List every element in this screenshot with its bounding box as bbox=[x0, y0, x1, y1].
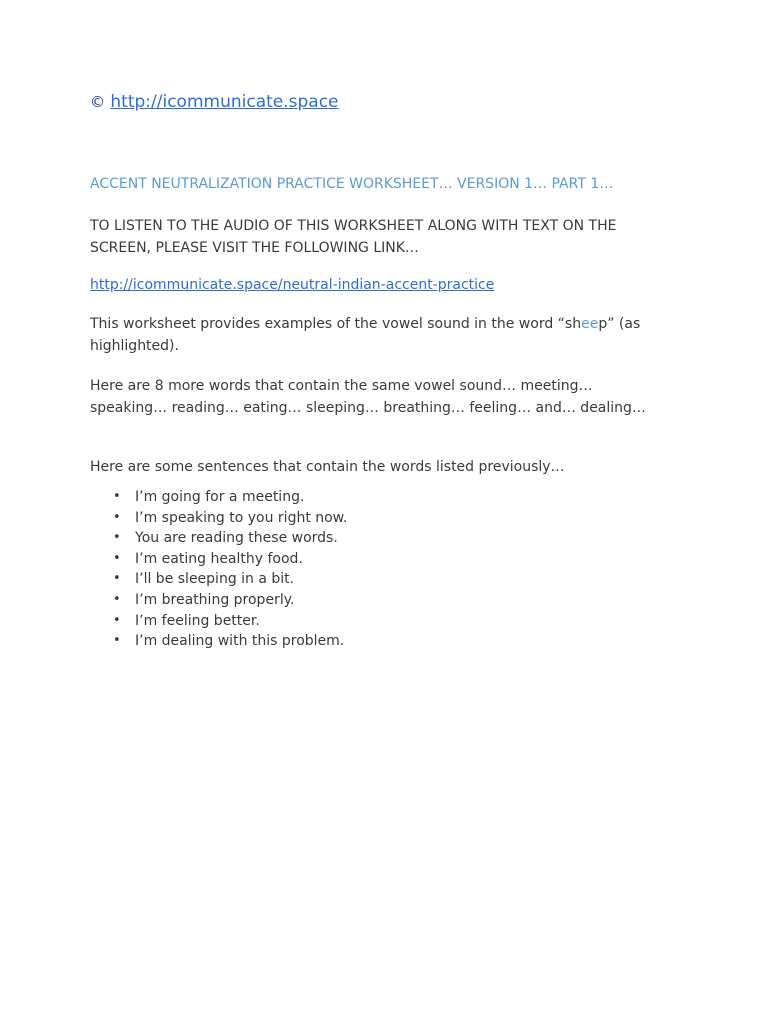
site-link[interactable]: http://icommunicate.space bbox=[110, 92, 339, 112]
sentence-text: You are reading these words. bbox=[135, 530, 338, 547]
sentence-text: I’m speaking to you right now. bbox=[135, 509, 348, 526]
list-item bbox=[113, 611, 347, 632]
list-item bbox=[113, 528, 347, 549]
intro-text: TO LISTEN TO THE AUDIO OF THIS WORKSHEET ALONG WITH TEXT ON THE SCREEN, PLEASE VISIT THE FOLLOWING LINK… bbox=[90, 218, 617, 256]
vowel-description-start: This worksheet provides examples of the vowel sound in the word “sh bbox=[90, 316, 582, 332]
vowel-description-end: p” (as highlighted). bbox=[90, 316, 641, 354]
sentence-text: I’m eating healthy food. bbox=[135, 550, 303, 567]
worksheet-title: ACCENT NEUTRALIZATION PRACTICE WORKSHEET… VERSION 1… PART 1… bbox=[90, 176, 614, 192]
list-item bbox=[113, 487, 347, 508]
word-list-paragraph: Here are 8 more words that contain the same vowel sound… meeting… speaking… reading… eating… sleeping… breathing… feeling… and… dealing… bbox=[90, 378, 646, 416]
sentence-text: I’m feeling better. bbox=[135, 612, 260, 629]
vowel-description bbox=[90, 313, 680, 357]
list-item bbox=[113, 631, 347, 652]
sentence-text: I’m breathing properly. bbox=[135, 591, 295, 608]
list-item bbox=[113, 508, 348, 529]
bullet-icon: • bbox=[113, 509, 121, 525]
bullet-icon: • bbox=[113, 591, 121, 607]
bullet-icon: • bbox=[113, 633, 121, 649]
list-item bbox=[113, 569, 347, 590]
audio-link[interactable]: http://icommunicate.space/neutral-indian-accent-practice bbox=[90, 277, 495, 293]
bullet-icon: • bbox=[113, 612, 121, 628]
sentence-text: I’m going for a meeting. bbox=[135, 489, 305, 505]
bullet-icon: • bbox=[113, 489, 121, 504]
bullet-icon: • bbox=[113, 530, 121, 546]
sentence-text: I’m dealing with this problem. bbox=[135, 633, 345, 650]
sentences-intro: Here are some sentences that contain the words listed previously… bbox=[90, 459, 565, 475]
list-item bbox=[113, 549, 347, 570]
bullet-icon: • bbox=[113, 550, 121, 566]
vowel-highlight: ee bbox=[581, 316, 599, 332]
sentence-list bbox=[90, 487, 347, 652]
copyright-icon: © bbox=[90, 93, 105, 111]
sentence-text: I’ll be sleeping in a bit. bbox=[135, 571, 295, 588]
bullet-icon: • bbox=[113, 571, 121, 587]
list-item bbox=[113, 590, 347, 611]
copyright-line bbox=[90, 92, 339, 112]
